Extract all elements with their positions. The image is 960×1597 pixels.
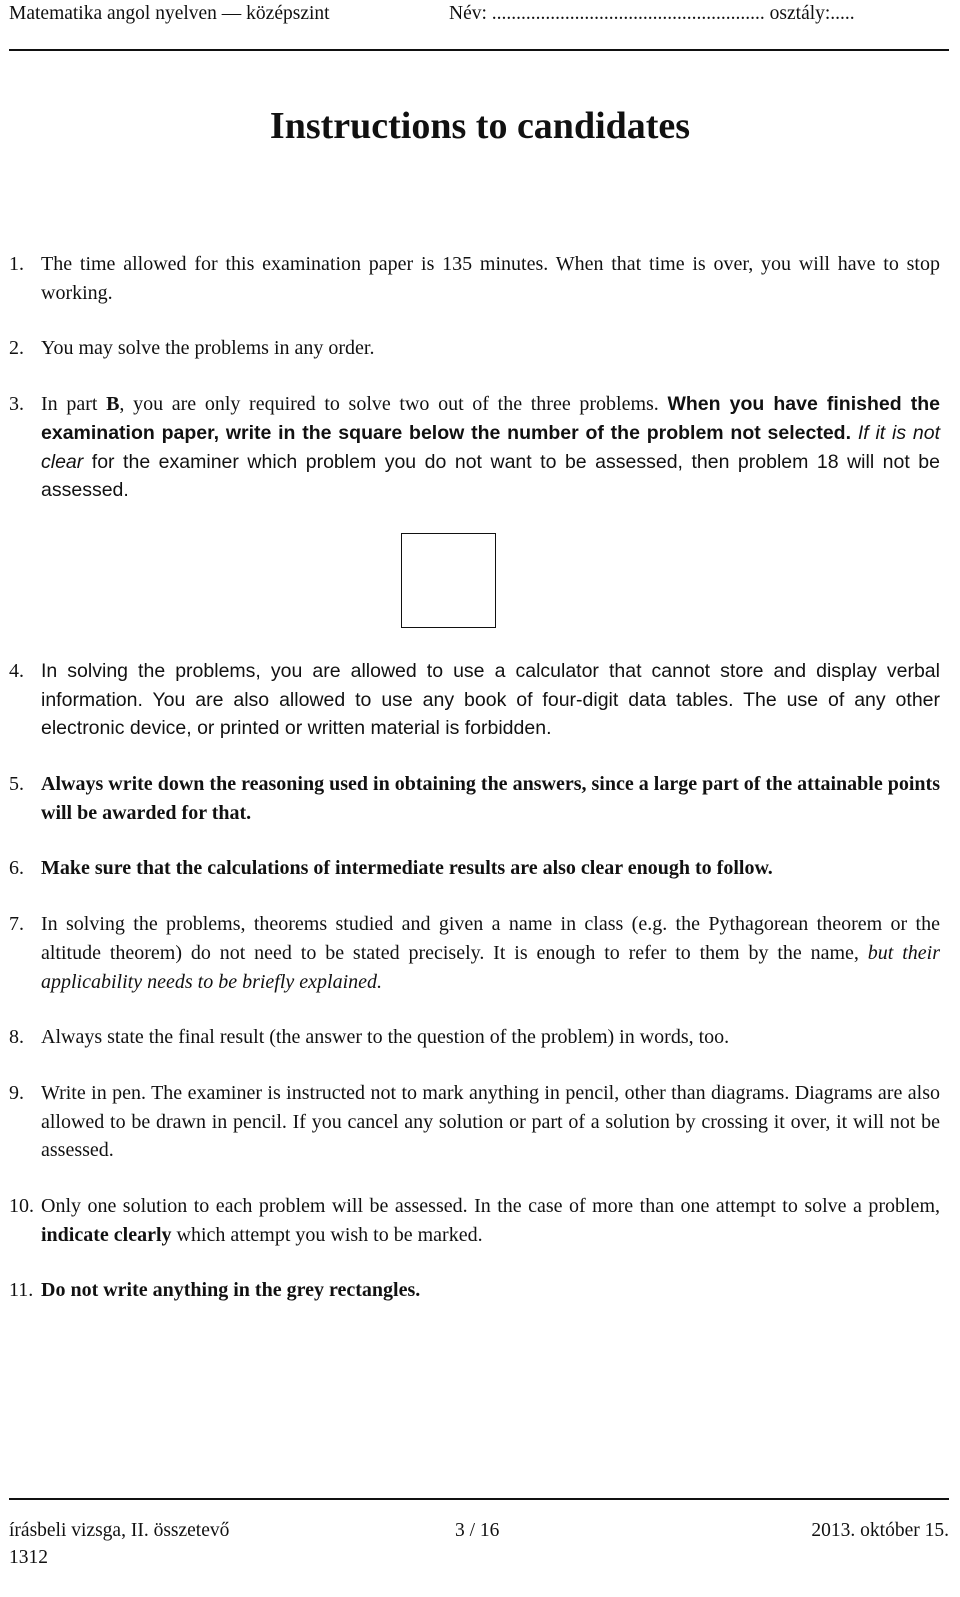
item-number: 8.	[9, 1026, 24, 1049]
item-text: for the examiner which problem you do not want to be assessed, then problem 18 will not be assessed.	[41, 450, 940, 502]
item-number: 5.	[9, 773, 24, 796]
footer-date: 2013. október 15.	[811, 1520, 949, 1541]
item-text-bold: When you have finished the examination paper, write in the square below the number of the problem not selected.	[41, 393, 940, 444]
item-number: 6.	[9, 857, 24, 880]
instruction-item-1	[9, 250, 940, 307]
footer-page-number: 3 / 16	[455, 1520, 500, 1541]
instruction-item-5	[9, 770, 940, 827]
header-name-class-field: Név: ........................................................ osztály:.....	[449, 3, 855, 24]
item-number: 7.	[9, 913, 24, 936]
item-text-bold: indicate clearly	[41, 1223, 172, 1246]
item-text-bold: Always write down the reasoning used in obtaining the answers, since a large part of the attainable points will be awarded for that.	[41, 773, 940, 824]
item-number: 4.	[9, 659, 24, 682]
item-number: 1.	[9, 253, 24, 275]
item-text: In solving the problems, you are allowed to use a calculator that cannot store and display verbal information. You are also allowed to use any book of four-digit data tables. The use of any other electronic device, or printed or written material is forbidden.	[41, 659, 940, 740]
item-text-italic: but their applicability needs to be briefly explained.	[41, 941, 940, 993]
header-subject: Matematika angol nyelven — középszint	[9, 3, 330, 24]
item-text: In part	[41, 393, 107, 416]
item-text: which attempt you wish to be marked.	[171, 1223, 483, 1246]
page-footer	[9, 1498, 949, 1597]
instruction-item-2	[9, 334, 940, 363]
instruction-item-9	[9, 1079, 940, 1165]
item-number: 10.	[9, 1195, 34, 1218]
item-text: Write in pen. The examiner is instructed not to mark anything in pencil, other than diagrams. Diagrams are also allowed to be drawn in pencil. If you cancel any solution or part of a solution by crossing it over, it will not be assessed.	[41, 1081, 940, 1162]
item-text: , you are only required to solve two out of the three problems.	[119, 393, 668, 416]
item-text	[851, 422, 858, 444]
instruction-item-7	[9, 910, 940, 996]
not-selected-problem-box[interactable]	[401, 533, 496, 628]
instruction-item-3	[9, 390, 940, 505]
footer-rule	[9, 1498, 949, 1500]
instruction-item-4	[9, 657, 940, 743]
item-text-italic: If it is not clear	[41, 421, 940, 473]
item-text-bold: B	[106, 393, 120, 416]
item-text-bold: Do not write anything in the grey rectangles.	[41, 1279, 421, 1302]
item-text: In solving the problems, theorems studied and given a name in class (e.g. the Pythagorean theorem or the altitude theorem) do not need to be stated precisely. It is enough to refer to them by the name,	[41, 913, 940, 964]
instruction-item-10	[9, 1192, 940, 1249]
item-text: Only one solution to each problem will be assessed. In the case of more than one attempt to solve a problem,	[41, 1195, 940, 1218]
item-number: 11.	[9, 1279, 34, 1302]
instructions-list	[9, 250, 940, 1305]
instruction-item-6	[9, 854, 940, 883]
item-text: The time allowed for this examination paper is 135 minutes. When that time is over, you will have to stop working.	[41, 253, 940, 304]
item-text-bold: Make sure that the calculations of intermediate results are also clear enough to follow.	[41, 857, 773, 880]
page-title: Instructions to candidates	[269, 105, 691, 147]
instruction-item-8	[9, 1023, 940, 1052]
item-number: 9.	[9, 1081, 24, 1104]
footer-exam-part: írásbeli vizsga, II. összetevő	[9, 1520, 230, 1541]
footer-code: 1312	[9, 1547, 48, 1568]
item-text: Always state the final result (the answer to the question of the problem) in words, too.	[41, 1026, 730, 1049]
instruction-item-11	[9, 1276, 940, 1305]
item-number: 2.	[9, 337, 24, 360]
page-header	[9, 0, 949, 52]
header-rule	[9, 49, 949, 51]
item-number: 3.	[9, 393, 24, 416]
item-text: You may solve the problems in any order.	[41, 337, 375, 360]
